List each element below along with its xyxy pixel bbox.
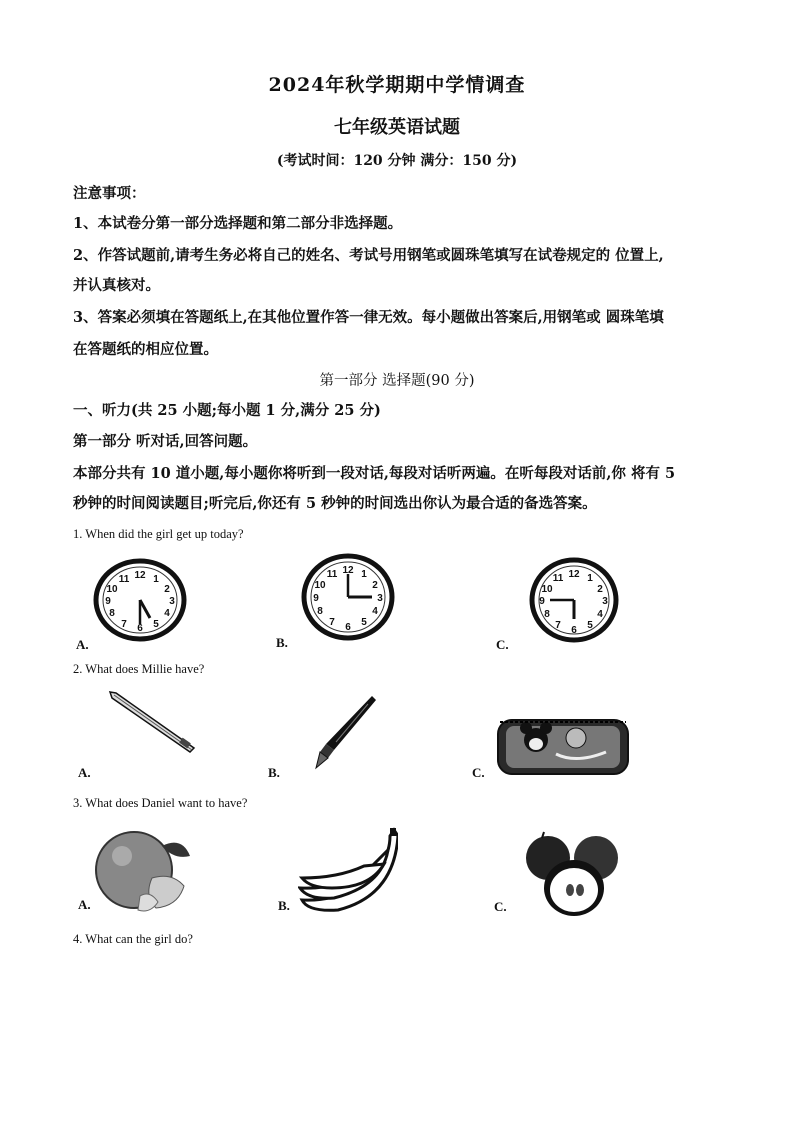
- svg-text:7: 7: [329, 617, 335, 628]
- svg-text:10: 10: [314, 580, 326, 591]
- svg-text:12: 12: [342, 565, 354, 576]
- question-1-text: 1. When did the girl get up today?: [73, 527, 244, 541]
- svg-text:8: 8: [317, 606, 323, 617]
- fountain-pen-image: [306, 694, 378, 770]
- sub-section-title: 第一部分 听对话,回答问题。: [73, 433, 258, 450]
- notice-item-1: 1、本试卷分第一部分选择题和第二部分非选择题。: [73, 215, 403, 232]
- svg-text:5: 5: [361, 617, 367, 628]
- svg-text:2: 2: [597, 584, 603, 595]
- svg-text:6: 6: [571, 625, 577, 636]
- svg-text:5: 5: [587, 620, 593, 631]
- svg-text:4: 4: [164, 608, 170, 619]
- notice-item-2-line-1: 2、作答试题前,请考生务必将自己的姓名、考试号用钢笔或圆珠笔填写在试卷规定的 位置上,: [73, 247, 664, 264]
- apples-image: [524, 830, 620, 918]
- q3-option-a[interactable]: A.: [78, 897, 91, 912]
- notice-item-2-line-2: 并认真核对。: [73, 277, 160, 294]
- notice-item-3-line-2: 在答题纸的相应位置。: [73, 341, 218, 358]
- svg-text:2: 2: [164, 584, 170, 595]
- q1-option-a[interactable]: A.: [76, 637, 89, 652]
- svg-text:2: 2: [372, 580, 378, 591]
- svg-text:11: 11: [326, 569, 338, 580]
- q1-option-c[interactable]: C.: [496, 637, 509, 652]
- q2-option-a[interactable]: A.: [78, 765, 91, 780]
- clock-9-15-image: [528, 557, 620, 643]
- svg-text:4: 4: [597, 609, 603, 620]
- question-4-text: 4. What can the girl do?: [73, 932, 193, 946]
- svg-text:11: 11: [552, 573, 564, 584]
- listening-section-title: 一、听力(共 25 小题;每小题 1 分,满分 25 分): [73, 402, 381, 419]
- svg-text:12: 12: [134, 570, 146, 581]
- instruction-line-1: 本部分共有 10 道小题,每小题你将听到一段对话,每段对话听两遍。在听每段对话前,你 将有 5: [73, 465, 676, 482]
- q2-option-c[interactable]: C.: [472, 765, 485, 780]
- svg-text:4: 4: [372, 606, 378, 617]
- svg-text:11: 11: [118, 574, 130, 585]
- svg-text:6: 6: [345, 622, 351, 633]
- svg-text:1: 1: [361, 569, 367, 580]
- svg-text:9: 9: [105, 596, 111, 607]
- svg-text:5: 5: [153, 619, 159, 630]
- pencil-case-image: [496, 714, 632, 778]
- svg-text:7: 7: [121, 619, 127, 630]
- q1-option-b[interactable]: B.: [276, 635, 288, 650]
- orange-image: [92, 826, 198, 916]
- svg-text:10: 10: [106, 584, 118, 595]
- bananas-image: [298, 826, 398, 914]
- svg-text:6: 6: [137, 623, 143, 634]
- part1-heading: 第一部分 选择题(90 分): [319, 373, 475, 389]
- q3-option-b[interactable]: B.: [278, 898, 290, 913]
- svg-text:3: 3: [602, 596, 608, 607]
- notice-heading: 注意事项：: [73, 185, 146, 202]
- q2-option-b[interactable]: B.: [268, 765, 280, 780]
- instruction-line-2: 秒钟的时间阅读题目;听完后,你还有 5 秒钟的时间选出你认为最合适的备选答案。: [73, 495, 597, 512]
- svg-text:12: 12: [568, 569, 580, 580]
- exam-title: 2024年秋学期期中学情调查: [268, 74, 526, 96]
- exam-subtitle: 七年级英语试题: [334, 117, 460, 138]
- question-2-text: 2. What does Millie have?: [73, 662, 205, 676]
- svg-text:8: 8: [109, 608, 115, 619]
- svg-text:3: 3: [377, 593, 383, 604]
- question-3-text: 3. What does Daniel want to have?: [73, 796, 248, 810]
- svg-text:7: 7: [555, 620, 561, 631]
- svg-text:10: 10: [541, 584, 553, 595]
- clock-3-00-image: [300, 552, 396, 642]
- svg-text:1: 1: [153, 574, 159, 585]
- q3-option-c[interactable]: C.: [494, 899, 507, 914]
- svg-text:9: 9: [539, 596, 545, 607]
- clock-5-30-image: [92, 558, 188, 642]
- exam-info: (考试时间：120 分钟 满分：150 分): [276, 153, 518, 169]
- pencil-image: [108, 690, 198, 754]
- svg-text:3: 3: [169, 596, 175, 607]
- svg-text:9: 9: [313, 593, 319, 604]
- svg-text:8: 8: [544, 609, 550, 620]
- svg-text:1: 1: [587, 573, 593, 584]
- notice-item-3-line-1: 3、答案必须填在答题纸上,在其他位置作答一律无效。每小题做出答案后,用钢笔或 圆珠笔填: [73, 309, 664, 326]
